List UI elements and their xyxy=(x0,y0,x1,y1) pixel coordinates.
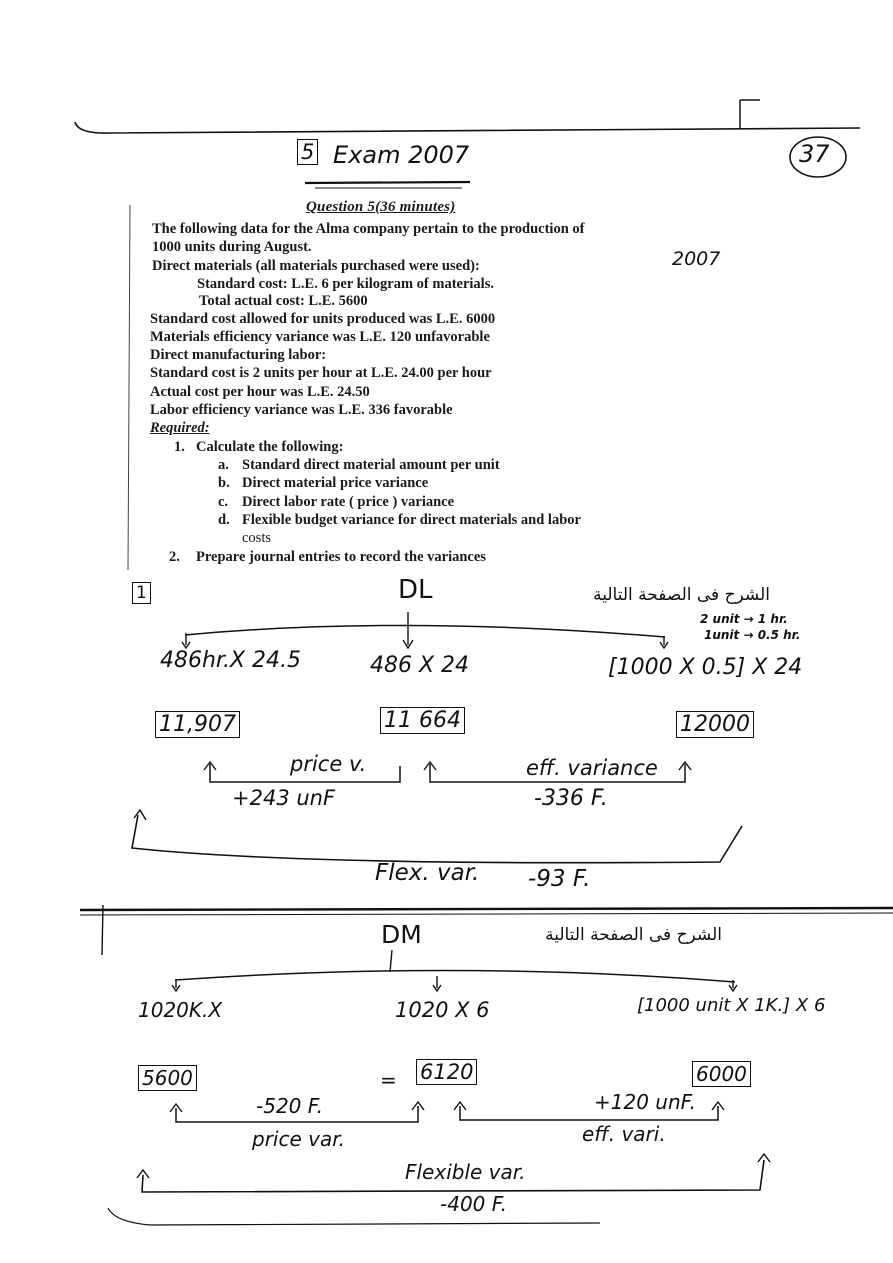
dm-eff-value: +120 unF. xyxy=(594,1090,696,1114)
req-d-text-1: Flexible budget variance for direct materials and labor xyxy=(242,512,581,528)
dl-col3-value: 12000 xyxy=(676,712,754,737)
required-label: Required: xyxy=(150,420,210,436)
dm-price-label: price var. xyxy=(252,1127,345,1151)
req1-text: Calculate the following: xyxy=(196,439,344,455)
dm-price-value: -520 F. xyxy=(256,1094,324,1118)
dm-col3-formula: [1000 unit X 1K.] X 6 xyxy=(637,995,826,1016)
dl-col2-formula: 486 X 24 xyxy=(370,653,470,678)
dm-heading: Direct materials (all materials purchased were used): xyxy=(152,258,480,274)
req-a-letter: a. xyxy=(218,457,229,473)
req-d-text-2: costs xyxy=(242,530,271,546)
dm-col2-value: 6120 xyxy=(416,1060,477,1084)
dm-eff-label: eff. vari. xyxy=(582,1122,666,1146)
dl-price-value: +243 unF xyxy=(232,786,336,810)
dl-arabic-note: الشرح فى الصفحة التالية xyxy=(593,585,770,605)
dl-note-line-2: 1unit → 0.5 hr. xyxy=(704,628,801,642)
req-c-letter: c. xyxy=(218,494,229,510)
intro-line-1: The following data for the Alma company pertain to the production of xyxy=(152,221,585,237)
dm-flex-label: Flexible var. xyxy=(405,1160,526,1184)
dl-col1-formula: 486hr.X 24.5 xyxy=(160,648,302,673)
dl-eff-label: eff. variance xyxy=(526,756,658,780)
dm-col1-value: 5600 xyxy=(138,1066,197,1090)
dm-col1-formula: 1020K.X xyxy=(138,998,223,1022)
req-a-text: Standard direct material amount per unit xyxy=(242,457,500,473)
dl-col1-value: 11,907 xyxy=(155,712,240,737)
std-cost-allowed: Standard cost allowed for units produced was L.E. 6000 xyxy=(150,311,496,327)
dm-actual-cost: Total actual cost: L.E. 5600 xyxy=(199,293,368,309)
standard-labor: Standard cost is 2 units per hour at L.E. 24.00 per hour xyxy=(150,365,492,381)
dm-col3-value: 6000 xyxy=(692,1062,751,1086)
dl-col3-formula: [1000 X 0.5] X 24 xyxy=(608,655,803,680)
dm-title: DM xyxy=(381,920,422,949)
actual-labor: Actual cost per hour was L.E. 24.50 xyxy=(150,384,370,400)
req-d-letter: d. xyxy=(218,512,230,528)
dl-eff-value: -336 F. xyxy=(534,786,608,811)
dm-arabic-note: الشرح فى الصفحة التالية xyxy=(545,925,722,945)
intro-line-2: 1000 units during August. xyxy=(152,239,312,255)
dl-note-line-1: 2 unit → 1 hr. xyxy=(700,612,788,626)
req-b-letter: b. xyxy=(218,475,230,491)
req1-number: 1. xyxy=(174,439,185,455)
dml-heading: Direct manufacturing labor: xyxy=(150,347,327,363)
dm-col2-formula: 1020 X 6 xyxy=(395,998,490,1022)
req-b-text: Direct material price variance xyxy=(242,475,429,491)
question-title: Question 5(36 minutes) xyxy=(306,199,456,215)
solution-box-label: 1 xyxy=(132,583,151,603)
req2-text: Prepare journal entries to record the variances xyxy=(196,549,486,565)
dl-col2-value: 11 664 xyxy=(380,708,465,733)
dl-flex-label: Flex. var. xyxy=(375,860,480,886)
materials-efficiency-variance: Materials efficiency variance was L.E. 120 unfavorable xyxy=(150,329,490,345)
labor-efficiency-variance: Labor efficiency variance was L.E. 336 favorable xyxy=(150,402,453,418)
dm-equals: = xyxy=(380,1068,397,1092)
req2-number: 2. xyxy=(169,549,180,565)
exam-title: Exam 2007 xyxy=(333,141,470,169)
year-note: 2007 xyxy=(672,248,721,270)
dm-standard-cost: Standard cost: L.E. 6 per kilogram of materials. xyxy=(197,276,494,292)
dl-price-label: price v. xyxy=(290,752,367,776)
page-number: 37 xyxy=(799,140,830,168)
section-number-box: 5 xyxy=(297,140,318,164)
dm-flex-value: -400 F. xyxy=(440,1192,508,1216)
dl-flex-value: -93 F. xyxy=(528,866,591,892)
dl-title: DL xyxy=(398,575,433,605)
req-c-text: Direct labor rate ( price ) variance xyxy=(242,494,455,510)
